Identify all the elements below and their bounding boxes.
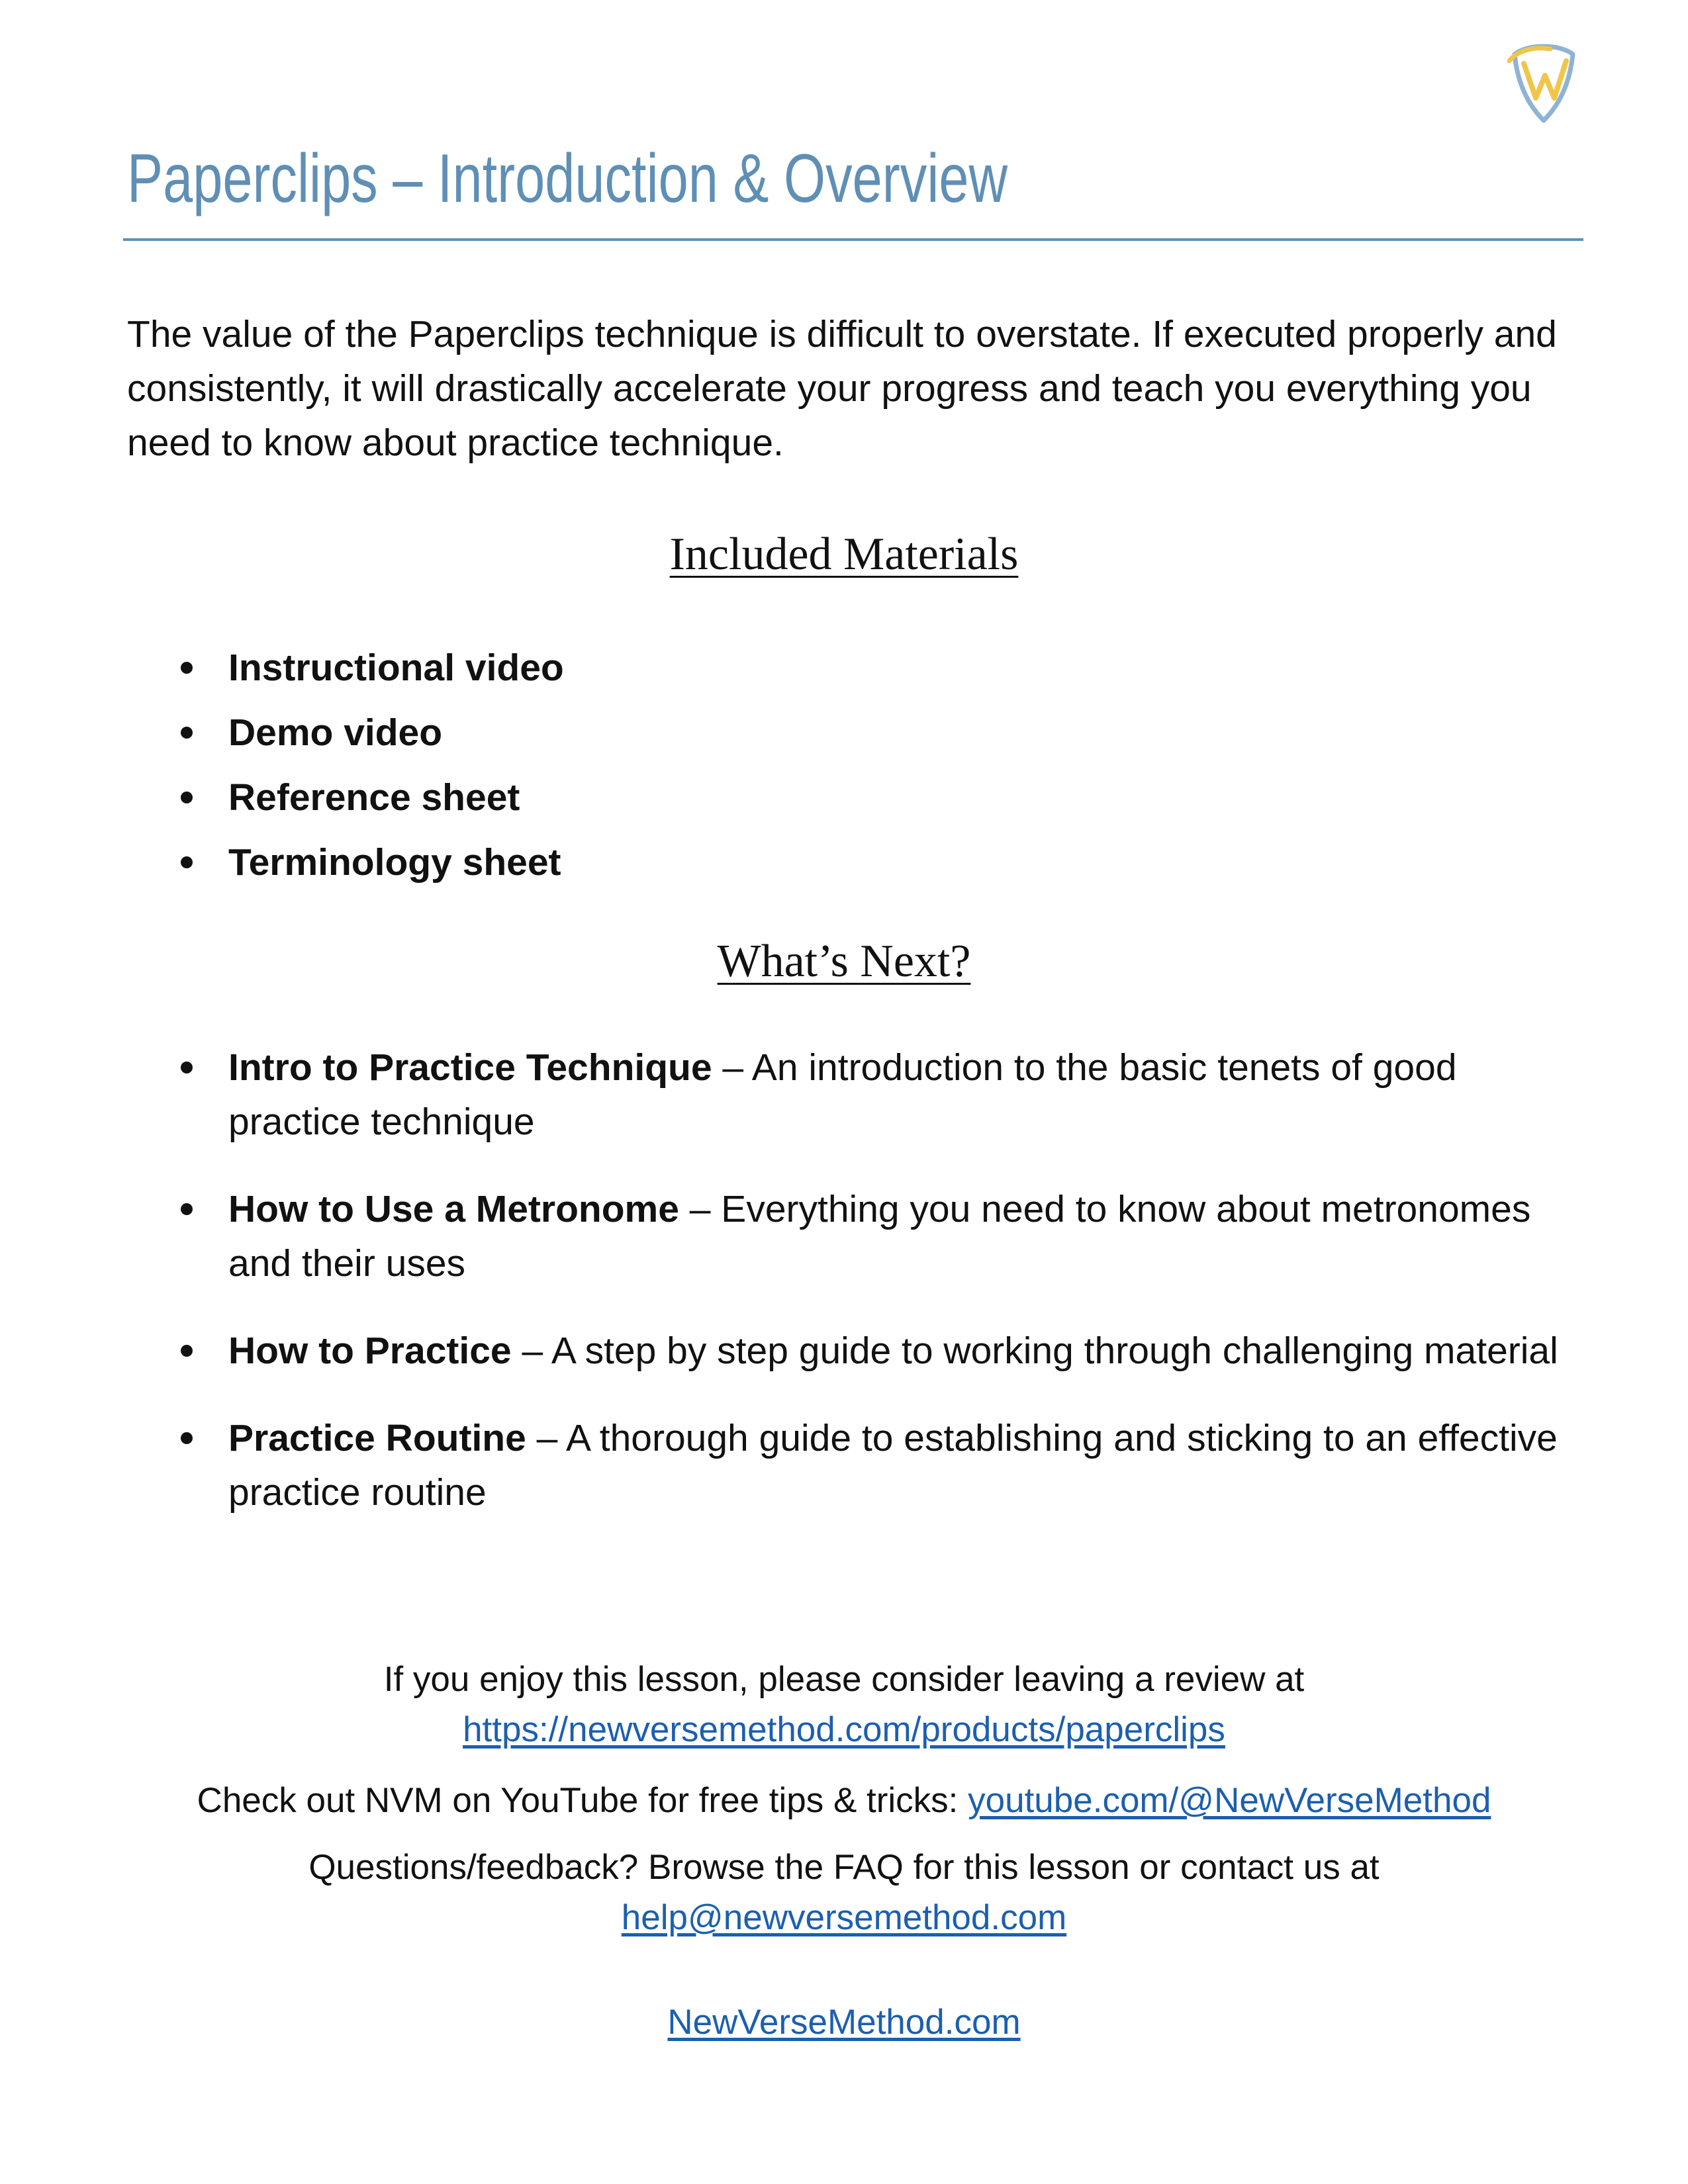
lesson-title: How to Practice: [228, 1330, 512, 1372]
website-footer: [0, 1997, 1688, 2048]
included-materials-heading: Included Materials: [669, 529, 1019, 580]
list-item: Instructional video: [228, 635, 1592, 700]
review-text: If you enjoy this lesson, please consider leaving a review at: [383, 1660, 1305, 1699]
list-item: Reference sheet: [228, 765, 1592, 830]
list-item: [228, 1411, 1592, 1520]
list-item: Terminology sheet: [228, 830, 1592, 895]
youtube-note: [0, 1776, 1688, 1826]
nvm-logo-icon: [1497, 34, 1590, 127]
materials-list: [228, 635, 1592, 895]
lesson-title: Intro to Practice Technique: [228, 1046, 712, 1089]
list-item: [228, 1040, 1592, 1149]
whats-next-heading: What’s Next?: [717, 936, 971, 987]
review-note: [0, 1655, 1688, 1755]
youtube-link[interactable]: youtube.com/@NewVerseMethod: [968, 1781, 1491, 1820]
lesson-description: – A thorough guide to establishing and sticking to an effective practice routine: [228, 1417, 1558, 1514]
lesson-description: – An introduction to the basic tenets of good practice technique: [228, 1046, 1457, 1143]
contact-text: Questions/feedback? Browse the FAQ for this lesson or contact us at: [308, 1848, 1380, 1887]
lesson-title: How to Use a Metronome: [228, 1188, 679, 1230]
title-divider: [123, 238, 1583, 241]
contact-email-link[interactable]: help@newversemethod.com: [621, 1898, 1067, 1937]
website-link[interactable]: NewVerseMethod.com: [667, 2003, 1021, 2042]
lesson-title: Practice Routine: [228, 1417, 526, 1459]
list-item: Demo video: [228, 700, 1592, 765]
page-title: Paperclips – Introduction & Overview: [127, 140, 1008, 217]
next-lessons-list: [228, 1040, 1592, 1553]
youtube-text: Check out NVM on YouTube for free tips & tricks:: [197, 1781, 968, 1820]
intro-paragraph: The value of the Paperclips technique is difficult to overstate. If executed properly and consistently, it will drastically accelerate your progress and teach you everything you need to know about practice technique.: [127, 313, 1557, 464]
list-item: [228, 1324, 1592, 1378]
lesson-description: – Everything you need to know about metronomes and their uses: [228, 1188, 1531, 1285]
lesson-description: – A step by step guide to working through challenging material: [511, 1330, 1558, 1372]
contact-note: [0, 1843, 1688, 1943]
review-link[interactable]: https://newversemethod.com/products/paperclips: [463, 1710, 1225, 1749]
list-item: [228, 1182, 1592, 1291]
